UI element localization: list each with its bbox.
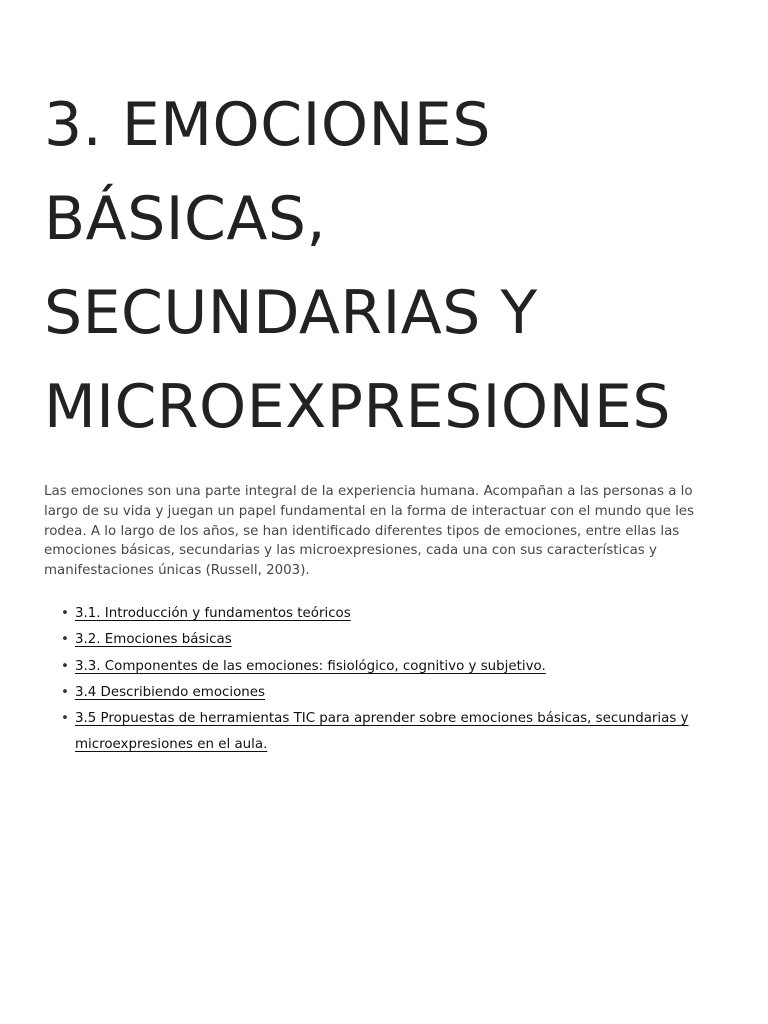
page-title-line: 3. EMOCIONES xyxy=(44,90,491,160)
toc-item xyxy=(44,654,716,680)
toc-link-3-5[interactable]: 3.5 Propuestas de herramientas TIC para aprender sobre emociones básicas, secundarias y microexpresiones en el aula. xyxy=(75,711,689,753)
toc-link-3-3[interactable]: 3.3. Componentes de las emociones: fisiológico, cognitivo y subjetivo. xyxy=(75,658,546,674)
toc-link-3-4[interactable]: 3.4 Describiendo emociones xyxy=(75,684,266,700)
page-title-line: SECUNDARIAS Y xyxy=(44,278,538,348)
page-title-line: MICROEXPRESIONES xyxy=(44,372,671,442)
intro-paragraph: Las emociones son una parte integral de la experiencia humana. Acompañan a las personas a lo largo de su vida y juegan un papel fundamental en la forma de interactuar con el mundo que les rodea. A lo largo de los años, se han identificado diferentes tipos de emociones, entre ellas las emociones básicas, secundarias y las microexpresiones, cada una con sus características y manifestaciones únicas (Russell, 2003). xyxy=(44,484,695,579)
page-title-line: BÁSICAS, xyxy=(44,184,327,254)
bullet-icon: • xyxy=(61,684,69,700)
toc-item xyxy=(44,627,716,653)
bullet-icon: • xyxy=(61,658,69,674)
page-title xyxy=(44,78,744,454)
toc-link-3-2[interactable]: 3.2. Emociones básicas xyxy=(75,632,232,648)
toc-item xyxy=(44,601,716,627)
toc-item xyxy=(44,680,716,706)
bullet-icon: • xyxy=(61,606,69,621)
bullet-icon: • xyxy=(61,711,69,727)
toc-item xyxy=(44,706,716,759)
toc-link-3-1[interactable]: 3.1. Introducción y fundamentos teóricos xyxy=(75,606,351,621)
bullet-icon: • xyxy=(61,632,69,648)
table-of-contents xyxy=(44,601,716,759)
